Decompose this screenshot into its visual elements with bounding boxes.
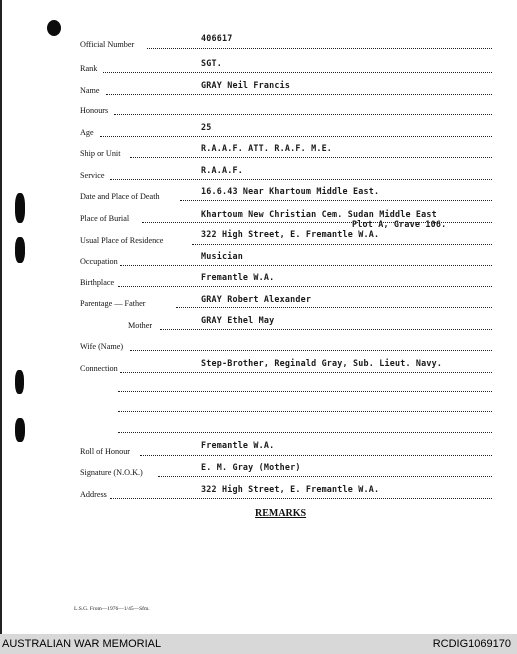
service-value: R.A.A.F. [201,165,243,175]
death-label: Date and Place of Death [80,192,160,201]
roll-value: Fremantle W.A. [201,440,275,450]
roll-line [140,455,492,456]
punch-hole-middle [15,237,25,263]
honours-label: Honours [80,106,109,115]
honours-line [114,114,492,115]
official-number-label: Official Number [80,40,135,49]
birthplace-value: Fremantle W.A. [201,272,275,282]
father-line [176,307,492,308]
burial-value-line1: Khartoum New Christian Cem. Sudan Middle East [201,209,437,219]
punch-hole-upper [15,193,25,223]
occupation-value: Musician [201,251,243,261]
age-value: 25 [201,122,212,132]
service-label: Service [80,171,105,180]
connection-line [120,372,492,373]
death-line [180,200,492,201]
footer-archive-name: AUSTRALIAN WAR MEMORIAL [2,638,162,650]
connection-value: Step-Brother, Reginald Gray, Sub. Lieut. Navy. [201,358,443,368]
burial-label: Place of Burial [80,214,130,223]
address-value: 322 High Street, E. Fremantle W.A. [201,484,380,494]
birthplace-line [118,286,492,287]
remarks-heading: REMARKS [255,508,307,519]
occupation-line [120,265,492,266]
residence-label: Usual Place of Residence [80,236,164,245]
age-label: Age [80,128,94,137]
residence-line [192,244,492,245]
printer-note: L.S.G. From—1976—1/45—Sfm. [74,606,150,612]
ship-label: Ship or Unit [80,149,121,158]
name-value: GRAY Neil Francis [201,80,291,90]
connection-extra-line-3 [118,432,492,433]
official-number-value: 406617 [201,33,233,43]
burial-value-line2: Plot A, Grave 106. [352,219,447,229]
name-label: Name [80,86,100,95]
ship-line [130,157,492,158]
service-line [110,179,492,180]
connection-extra-line-2 [118,411,492,412]
name-line [106,94,492,95]
address-label: Address [80,490,107,499]
mother-value: GRAY Ethel May [201,315,275,325]
rank-value: SGT. [201,58,222,68]
father-label: Parentage — Father [80,299,146,308]
ship-value: R.A.A.F. ATT. R.A.F. M.E. [201,143,333,153]
page-edge [0,0,2,634]
wife-line [130,350,492,351]
mother-line [160,329,492,330]
occupation-label: Occupation [80,257,118,266]
rank-label: Rank [80,64,98,73]
signature-value: E. M. Gray (Mother) [201,462,301,472]
mother-label: Mother [128,321,153,330]
signature-label: Signature (N.O.K.) [80,468,143,477]
punch-hole-lower [15,370,24,394]
connection-label: Connection [80,364,118,373]
connection-extra-line-1 [118,391,492,392]
father-value: GRAY Robert Alexander [201,294,312,304]
age-line [100,136,492,137]
official-number-line [147,48,492,49]
roll-label: Roll of Honour [80,447,131,456]
death-value: 16.6.43 Near Khartoum Middle East. [201,186,380,196]
rank-line [103,72,492,73]
punch-hole-top [47,20,61,36]
punch-hole-bottom [15,418,25,442]
footer-record-id: RCDIG1069170 [432,638,511,650]
birthplace-label: Birthplace [80,278,115,287]
address-line [110,498,492,499]
wife-label: Wife (Name) [80,342,124,351]
signature-line [158,476,492,477]
residence-value: 322 High Street, E. Fremantle W.A. [201,229,380,239]
